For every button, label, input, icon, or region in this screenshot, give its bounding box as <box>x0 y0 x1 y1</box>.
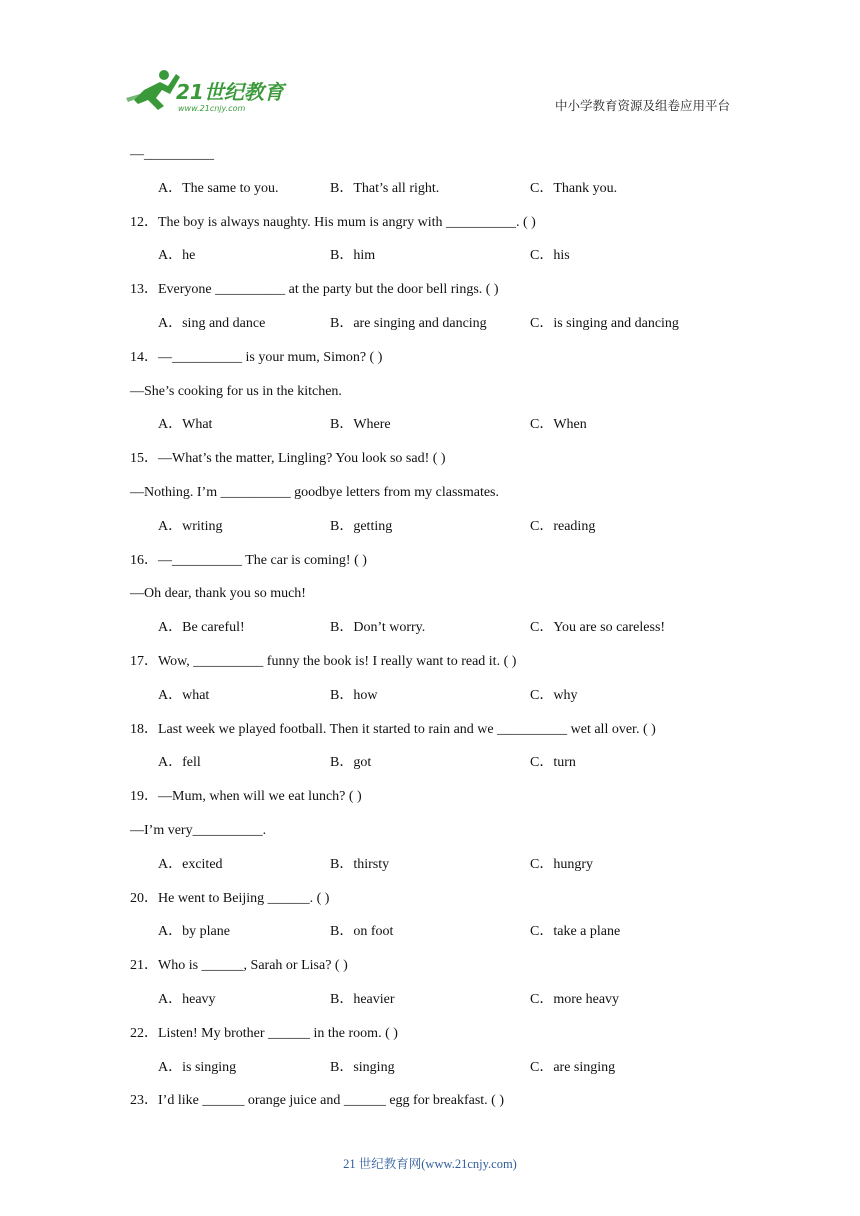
option-c: C．reading <box>530 518 596 534</box>
question-line: 21．Who is ______, Sarah or Lisa? ( ) <box>130 958 348 974</box>
options-row <box>130 172 730 206</box>
question-line: 12．The boy is always naughty. His mum is angry with __________. ( ) <box>130 214 536 230</box>
option-c: C．more heavy <box>530 991 620 1007</box>
option-a: A．is singing <box>158 1059 237 1075</box>
option-a: A．excited <box>158 856 223 872</box>
options-row <box>130 679 730 713</box>
option-c: C．is singing and dancing <box>530 315 679 331</box>
option-b: B．on foot <box>330 924 394 940</box>
option-c: C．his <box>530 248 570 264</box>
options-row <box>130 307 730 341</box>
option-b: B．are singing and dancing <box>330 315 487 331</box>
option-c: C．are singing <box>530 1059 616 1075</box>
options-row <box>130 848 730 882</box>
question-list <box>130 138 730 1118</box>
options-row <box>130 983 730 1017</box>
question-line: 20．He went to Beijing ______. ( ) <box>130 890 330 906</box>
option-a: A．Be careful! <box>158 620 245 636</box>
question-line: —Oh dear, thank you so much! <box>130 586 306 602</box>
header-platform-text: 中小学教育资源及组卷应用平台 <box>554 98 730 113</box>
question-line: 15．—What’s the matter, Lingling? You look so sad! ( ) <box>130 451 446 467</box>
question-line: 23．I’d like ______ orange juice and ______ egg for breakfast. ( ) <box>130 1093 504 1109</box>
options-row <box>130 746 730 780</box>
option-a: A．he <box>158 248 196 264</box>
question-line: —I’m very__________. <box>130 822 267 838</box>
question-line: 19．—Mum, when will we eat lunch? ( ) <box>130 789 362 805</box>
question-line: —Nothing. I’m __________ goodbye letters from my classmates. <box>130 484 499 500</box>
option-b: B．heavier <box>330 991 395 1007</box>
question-line: —__________ <box>130 147 214 162</box>
option-c: C．When <box>530 417 587 433</box>
options-row <box>130 1051 730 1085</box>
site-logo <box>124 68 294 116</box>
option-a: A．by plane <box>158 924 230 940</box>
option-b: B．him <box>330 248 376 264</box>
question-line: 17．Wow, __________ funny the book is! I really want to read it. ( ) <box>130 653 517 669</box>
option-c: C．turn <box>530 755 576 771</box>
option-c: C．You are so careless! <box>530 620 666 636</box>
runner-icon <box>126 70 180 110</box>
option-b: B．thirsty <box>330 856 390 872</box>
option-c: C．Thank you. <box>530 180 618 196</box>
question-line: 14．—__________ is your mum, Simon? ( ) <box>130 349 383 365</box>
question-line: 18．Last week we played football. Then it started to rain and we __________ wet all over. ( ) <box>130 721 656 737</box>
option-b: B．Don’t worry. <box>330 620 426 636</box>
option-a: A．heavy <box>158 991 216 1007</box>
question-line: 13．Everyone __________ at the party but the door bell rings. ( ) <box>130 282 499 298</box>
options-row <box>130 915 730 949</box>
option-a: A．writing <box>158 518 223 534</box>
options-row <box>130 239 730 273</box>
option-b: B．singing <box>330 1059 395 1075</box>
option-c: C．take a plane <box>530 924 621 940</box>
option-b: B．getting <box>330 518 393 534</box>
option-a: A．What <box>158 417 213 433</box>
option-b: B．how <box>330 687 378 703</box>
logo-text: 21世纪教育 <box>176 80 284 104</box>
footer-text: 21 世纪教育网(www.21cnjy.com) <box>343 1157 517 1171</box>
option-a: A．The same to you. <box>158 180 279 196</box>
option-b: B．That’s all right. <box>330 180 440 196</box>
question-line: 16．—__________ The car is coming! ( ) <box>130 552 367 568</box>
options-row <box>130 611 730 645</box>
option-b: B．got <box>330 755 372 771</box>
option-a: A．sing and dance <box>158 315 266 331</box>
option-c: C．hungry <box>530 856 593 872</box>
question-line: —She’s cooking for us in the kitchen. <box>130 383 342 399</box>
option-a: A．fell <box>158 755 201 771</box>
option-b: B．Where <box>330 417 391 433</box>
options-row <box>130 408 730 442</box>
question-line: 22．Listen! My brother ______ in the room. ( ) <box>130 1025 398 1041</box>
option-c: C．why <box>530 687 578 703</box>
options-row <box>130 510 730 544</box>
option-a: A．what <box>158 687 210 703</box>
logo-url: www.21cnjy.com <box>178 104 246 113</box>
